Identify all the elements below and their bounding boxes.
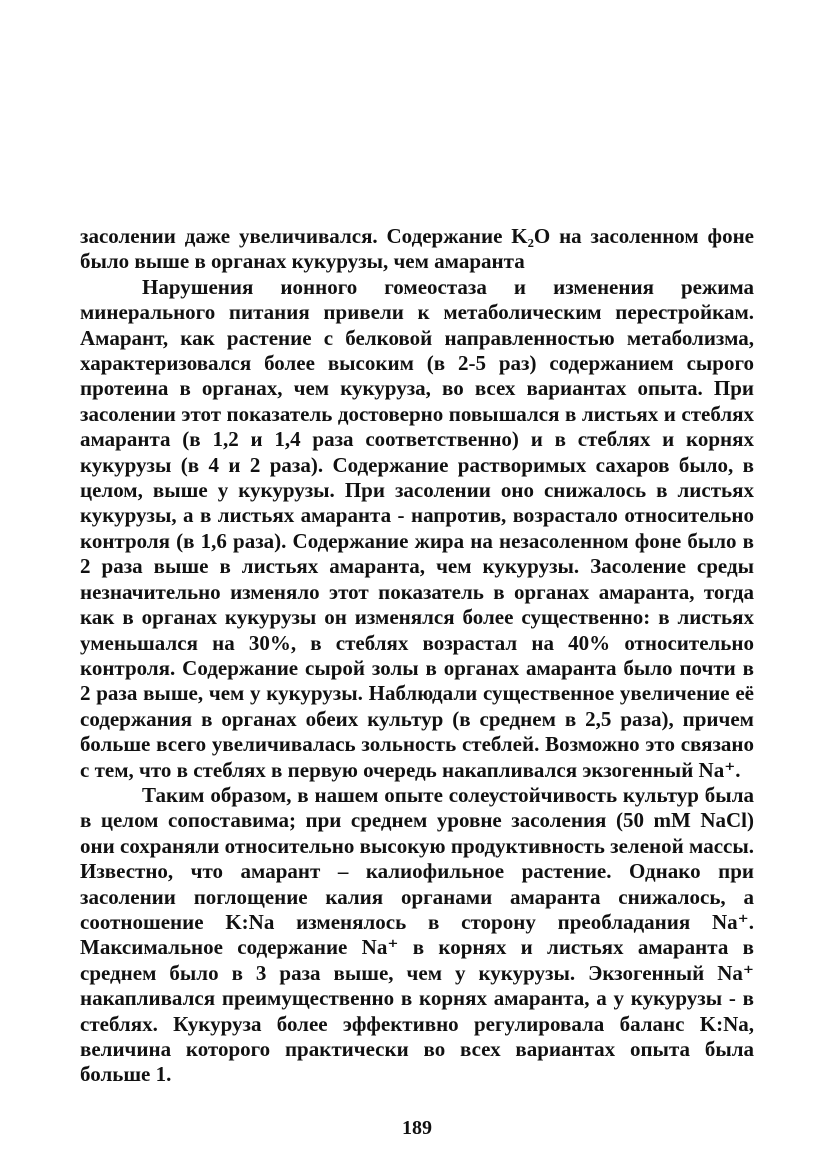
page-number: 189 [402, 1117, 432, 1139]
paragraph-conclusion: Таким образом, в нашем опыте солеустойчивость культур была в целом сопоставима; при среднем уровне засоления (50 mM NaCl) они сохраняли относительно высокую продуктивность зеленой массы. Известно, что амарант – калиофильное растение. Однако при засолении поглощение калия органами амаранта снижалось, а соотношение K:Na изменялось в сторону преобладания Na⁺. Максимальное содержание Na⁺ в корнях и листьях амаранта в среднем было в 3 раза выше, чем у кукурузы. Экзогенный Na⁺ накапливался преимущественно в корнях амаранта, а у кукурузы - в стеблях. Кукуруза более эффективно регулировала баланс K:Na, величина которого практически во всех вариантах опыта была больше 1. [80, 782, 754, 1087]
paragraph-metabolic-changes: Нарушения ионного гомеостаза и изменения режима минерального питания привели к метаболическим перестройкам. Амарант, как растение с белковой направленностью метаболизма, характеризовался более высоким (в 2-5 раз) содержанием сырого протеина в органах, чем кукуруза, во всех вариантах опыта. При засолении этот показатель достоверно повышался в листьях и стеблях амаранта (в 1,2 и 1,4 раза соответственно) и в стеблях и корнях кукурузы (в 4 и 2 раза). Содержание растворимых сахаров было, в целом, выше у кукурузы. При засолении оно снижалось в листьях кукурузы, а в листьях амаранта - напротив, возрастало относительно контроля (в 1,6 раза). Содержание жира на незасоленном фоне было в 2 раза выше в листьях амаранта, чем кукурузы. Засоление среды незначительно изменяло этот показатель в органах амаранта, тогда как в органах кукурузы он изменялся более существенно: в листьях уменьшался на 30%, в стеблях возрастал на 40% относительно контроля. Содержание сырой золы в органах амаранта было почти в 2 раза выше, чем у кукурузы. Наблюдали существенное увеличение её содержания в органах обеих культур (в среднем в 2,5 раза), причем больше всего увеличивалась зольность стеблей. Возможно это связано с тем, что в стеблях в первую очередь накапливался экзогенный Na⁺. [80, 274, 754, 782]
body-text [80, 224, 754, 1088]
paragraph-continuation: засолении даже увеличивался. Содержание K₂O на засоленном фоне было выше в органах кукурузы, чем амаранта [80, 224, 754, 274]
